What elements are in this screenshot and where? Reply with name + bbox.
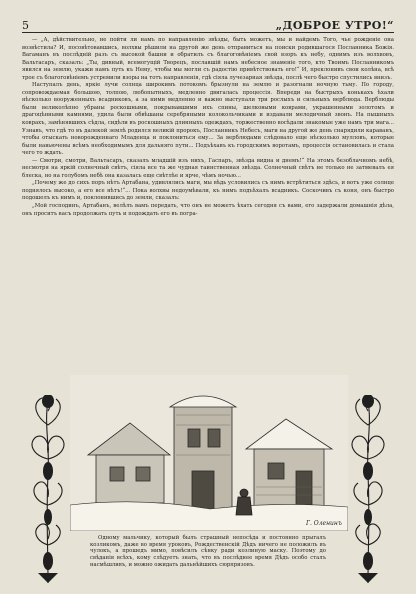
story-paragraph: „Мой господинъ, Артабанъ, велѣлъ вамъ передать, что онъ не можетъ ѣхать сегодня съ вами, его задержали домашнія дѣла, онъ проситъ васъ продолжать путь и подождать его въ погра- [22,203,394,217]
illustration-block [22,375,394,585]
illustration-caption [90,535,326,569]
story-paragraph: — Смотри, смотри, Вальтасаръ, сказалъ младшій изъ нихъ, Гаспаръ, звѣзда видна и днемъ!“ На этомъ безоблачномъ небѣ, несмотря на яркій солнечный свѣтъ, сіяла все та же чудная таинственная звѣзда. Солнечный свѣтъ не только не затмевалъ ея блеска, но на голубомъ небѣ она казалась еще свѣтлѣе и ярче, чѣмъ ночью... [22,157,394,179]
floral-ornament-left [26,395,70,585]
story-paragraph: Наступалъ день, яркіе лучи солнца широкимъ потокомъ брызнули на землю и разогнали ночную тьму. По городу, сопровождаемая большою, толпою, любопытныхъ, медленно двигалась процессія. Впереди на быстрыхъ конькахъ ѣхали нѣсколько вооруженныхъ всадниковъ, а за ними медленно и важно выступали три рослыхъ и сильныхъ верблюда. Верблюды были великолѣпно убраны роскошными, покрывавшими ихъ спины, шелковыми коврами, украшенными золотомъ и драгоцѣнными камнями, удила были обвѣшаны серебряными колокольчиками и издавали мелодичный звонъ. На пышныхъ коврахъ, замѣнявшихъ сѣдла, сидѣли въ роскошныхъ длинныхъ одеждахъ, торжественно восѣдали знакомые уже намъ три мага... Узнавъ, что гдѣ то въ далекой землѣ родился великій пророкъ, Посланникъ Небесъ, маги на другой же день снарядили караванъ, чтобы отыскать новорожденнаго Младенца и поклониться ему... За верблюдами слѣдовало еще нѣсколько мулловъ, которые были навьючены всѣмъ необходимымъ для дальняго пути... Подъѣхавъ къ городскимъ воротамъ, процессія остановилась и стала чего то ждать. [22,82,394,157]
floral-ornament-right [346,395,390,585]
journal-title: „ДОБРОЕ УТРО!“ [275,19,394,32]
story-paragraph: — „А, дѣйствительно, не пойти ли намъ по направленію звѣзды, быть можетъ, мы и найдемъ Того, чье рожденіе она возвѣстила? И, посовѣтовавшись, волхвы рѣшили на другой же день отправиться на поиски родившагося Посланника Божія. Вагаманъ въ послѣдній разъ съ высокой башни и обратилъ съ благоговѣніемъ свой взоръ къ небу, однимъ изъ волхвовъ, Вальтасаръ, сказалъ: „Ты, дивный, всемогущій Творецъ, пославшій намъ небесное знаменіе того, кто Твоимъ Посланникомъ явился на землю, укажи намъ путь къ Нему, чтобы мы могли съ радостію привѣтствовать его!“ И, преклонивъ свои колѣна, всѣ трое съ благоговѣніемъ устремили взоры на тотъ направленія, гдѣ сіяла лучезарная звѣзда, послѣ чего быстро спустились внизъ. [22,37,394,81]
story-text [22,37,394,218]
caption-paragraph: Одному мальчику, который былъ страшный непосѣда и постоянно прыгалъ козликомъ, даже во время уроковъ, Рождественскій Дѣдъ ничего не положилъ въ чулокъ, а прошедъ мимо, повѣсилъ сѣнку ради козлиную маску. Поэтому до свѣданія всѣхъ, кому слѣдуетъ знать, что въ послѣднее время Дѣдъ особо сталъ насмѣшливъ, и можно ожидать дальнѣйшихъ сюрпризовъ. [90,535,326,568]
page-number: 5 [22,19,29,32]
illustration-frame [70,375,348,531]
page-header [22,14,394,33]
village-snow-illustration [70,375,348,531]
artist-signature: Г. Оленинъ [306,520,342,527]
story-paragraph: „Почему же до сихъ поръ нѣтъ Артабана, удивлялись маги, мы вѣдь условились съ нимъ встрѣтиться здѣсь, и вотъ уже солнце поднялось высоко, а его все нѣтъ!“... Пока волхвы недоумѣвали, къ нимъ подъѣхалъ всадникъ. Соскочивъ съ коня, онъ быстро подошелъ къ нимъ и, поклонившись до земли, сказалъ: [22,180,394,202]
